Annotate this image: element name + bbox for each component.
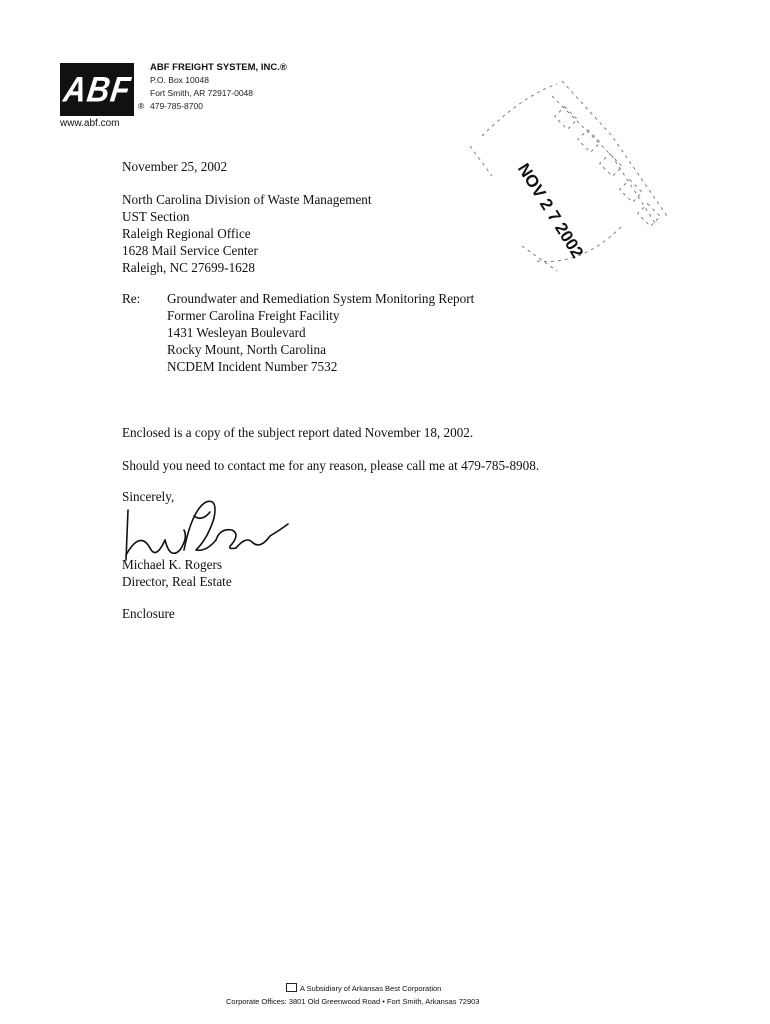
recipient-line: North Carolina Division of Waste Management xyxy=(122,192,372,207)
address-line-2: Fort Smith, AR 72917-0048 xyxy=(150,88,254,98)
footer-subsidiary-text: A Subsidiary of Arkansas Best Corporation xyxy=(300,984,442,993)
recipient-line: 1628 Mail Service Center xyxy=(122,243,258,258)
stamp-date: NOV 2 7 2002 xyxy=(513,160,588,262)
subject-line: Former Carolina Freight Facility xyxy=(167,308,340,323)
footer-subsidiary xyxy=(286,983,441,993)
company-name: ABF FREIGHT SYSTEM, INC.® xyxy=(150,62,287,73)
address-line-1: P.O. Box 10048 xyxy=(150,75,209,85)
corporate-logo-icon xyxy=(286,983,297,992)
abf-logo xyxy=(60,63,134,116)
footer-corporate-offices: Corporate Offices: 3801 Old Greenwood Road • Fort Smith, Arkansas 72903 xyxy=(226,997,480,1006)
company-phone: 479-785-8700 xyxy=(150,101,203,111)
recipient-line: Raleigh Regional Office xyxy=(122,226,251,241)
body-paragraph-1: Enclosed is a copy of the subject report dated November 18, 2002. xyxy=(122,425,474,440)
signer-name: Michael K. Rogers xyxy=(122,557,222,572)
logo-text: ABF xyxy=(60,68,134,110)
subject-block xyxy=(167,290,474,375)
letter-date: November 25, 2002 xyxy=(122,159,228,174)
subject-line: Rocky Mount, North Carolina xyxy=(167,342,326,357)
subject-line: NCDEM Incident Number 7532 xyxy=(167,359,338,374)
subject-line: Groundwater and Remediation System Monitoring Report xyxy=(167,291,475,306)
enclosure-note: Enclosure xyxy=(122,606,175,621)
body-paragraph-2: Should you need to contact me for any reason, please call me at 479-785-8908. xyxy=(122,458,540,473)
phone-mark: ® xyxy=(138,101,145,111)
closing: Sincerely, xyxy=(122,489,175,504)
signer-title: Director, Real Estate xyxy=(122,574,232,589)
recipient-line: Raleigh, NC 27699-1628 xyxy=(122,260,255,275)
subject-line: 1431 Wesleyan Boulevard xyxy=(167,325,306,340)
website-url: www.abf.com xyxy=(60,118,120,129)
recipient-address xyxy=(122,191,372,276)
re-label: Re: xyxy=(122,291,141,306)
recipient-line: UST Section xyxy=(122,209,190,224)
